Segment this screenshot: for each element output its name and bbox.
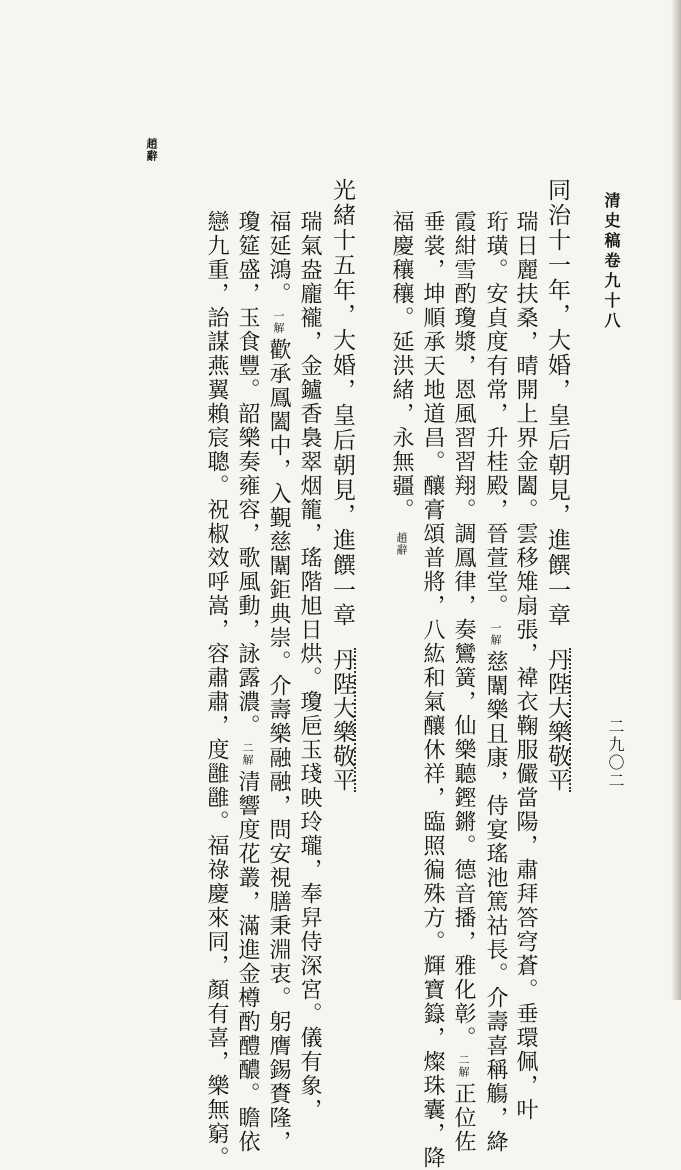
section1-line-3 — [452, 210, 474, 1154]
section2-title: 光緒十五年，大婚，皇后朝見，進饌一章 — [329, 178, 355, 628]
section2-line-3a: 瓊筵盛，玉食豐。韶樂奏雍容，歌風動，詠露濃。 — [235, 210, 260, 738]
section1-line-3a: 霞紺雪酌瓊漿，恩風習習翔。調鳳律，奏鸞簧，仙樂聽鏗鏘。德音播，雅化彰。 — [451, 210, 476, 1050]
section1-line-5 — [390, 210, 412, 560]
section1-line-2 — [484, 210, 506, 1154]
section1-line-4: 垂裳，坤順承天地道昌。釀膏頌普將，八紘和氣釀休祥，臨照徧殊方。輝寶籙，燦珠囊，降 — [420, 210, 445, 1170]
section2-line-3b: 清響度花叢，滿進金樽酌醴醲。瞻依 — [235, 770, 260, 1154]
section2-line-1: 瑞氣盎龐襱，金鑪香裊翠烟籠，瑤階旭日烘。瓊巵玉琖映玲瓏，奉舁侍深宮。儀有象， — [297, 210, 322, 1122]
page-number: 二九〇二 — [606, 718, 625, 790]
section2-ci-note: 趙辭 — [145, 138, 158, 162]
section2-jie1-note: 一解 — [272, 310, 285, 334]
section1-jie2-note: 二解 — [457, 1054, 470, 1078]
section1-line-3b: 正位佐 — [451, 1082, 476, 1154]
section1-line-2a: 珩璜。安貞度有常，升桂殿，晉萱堂。 — [483, 210, 508, 618]
section1-ci-note: 趙辭 — [395, 532, 408, 556]
section1-title-line — [545, 178, 571, 792]
section1-jie1-note: 一解 — [489, 622, 502, 646]
section1-tune-name: 丹陛大樂敬平 — [544, 648, 570, 792]
section2-tune-name: 丹陛大樂敬平 — [329, 648, 355, 792]
section1-line-5a: 福慶穰穰。延洪緒，永無疆。 — [389, 210, 414, 522]
section1-line-2b: 慈闈樂且康，侍宴瑤池篤祜長。介壽喜稱觴，絳 — [483, 650, 508, 1154]
section1-line-1: 瑞日麗扶桑，晴開上界金闔。雲移雉扇張，褘衣鞠服儼當陽，肅拜答穹蒼。垂環佩，叶 — [513, 210, 538, 1122]
section2-line-2 — [267, 210, 289, 1154]
page-edge-shadow — [671, 0, 681, 1000]
section2-line-3 — [236, 210, 258, 1154]
section2-line-2a: 福延鴻。 — [266, 210, 291, 306]
section2-line-4: 戀九重，詒謀燕翼賴宸聰。祝椒效呼嵩，容肅肅，度雝雝。福祿慶來同，顏有喜，樂無窮。 — [204, 210, 229, 1170]
running-title: 清史稿卷九十八 — [602, 192, 621, 332]
section1-title: 同治十一年，大婚，皇后朝見，進饌一章 — [544, 178, 570, 628]
section2-jie2-note: 二解 — [241, 742, 254, 766]
section2-title-line — [330, 178, 356, 792]
section2-line-2b: 歡承鳳闔中，入覲慈闈鉅典崇。介壽樂融融，問安視膳秉淵衷。躬膺錫賚隆， — [266, 338, 291, 1154]
